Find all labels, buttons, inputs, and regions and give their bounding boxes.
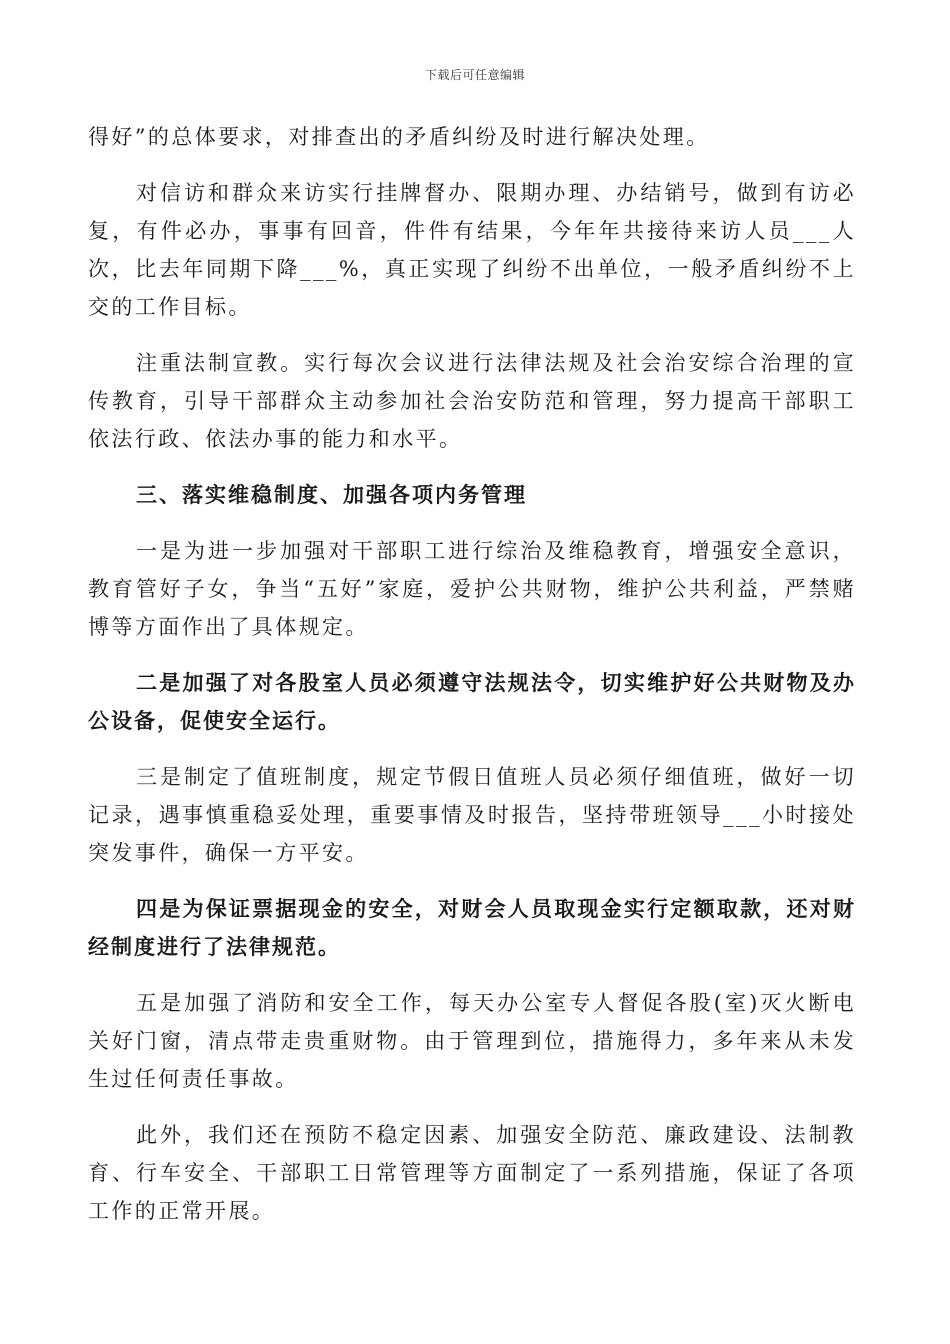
paragraph-item-2: 二是加强了对各股室人员必须遵守法规法令，切实维护好公共财物及办公设备，促使安全运行。: [88, 670, 856, 733]
paragraph-petition-handling: 对信访和群众来访实行挂牌督办、限期办理、办结销号，做到有访必复，有件必办，事事有回音，件件有结果，今年年共接待来访人员___人次，比去年同期下降___%，真正实现了纠纷不出单位，一般矛盾纠纷不上交的工作目标。: [88, 181, 856, 319]
paragraph-legal-education: 注重法制宣教。实行每次会议进行法律法规及社会治安综合治理的宣传教育，引导干部群众主动参加社会治安防范和管理，努力提高干部职工依法行政、依法办事的能力和水平。: [88, 351, 856, 451]
paragraph-continuation: 得好”的总体要求，对排查出的矛盾纠纷及时进行解决处理。: [88, 125, 710, 149]
paragraph-item-3: 三是制定了值班制度，规定节假日值班人员必须仔细值班，做好一切记录，遇事慎重稳妥处理，重要事情及时报告，坚持带班领导___小时接处突发事件，确保一方平安。: [88, 765, 856, 865]
page-header: 下载后可任意编辑: [424, 68, 525, 82]
paragraph-item-4: 四是为保证票据现金的安全，对财会人员取现金实行定额取款，还对财经制度进行了法律规范。: [88, 896, 856, 959]
paragraph-additional-measures: 此外，我们还在预防不稳定因素、加强安全防范、廉政建设、法制教育、行车安全、干部职工日常管理等方面制定了一系列措施，保证了各项工作的正常开展。: [88, 1123, 856, 1223]
section-heading-3: 三、落实维稳制度、加强各项内务管理: [136, 482, 527, 507]
paragraph-item-5: 五是加强了消防和安全工作，每天办公室专人督促各股(室)灭火断电关好门窗，清点带走贵重财物。由于管理到位，措施得力，多年来从未发生过任何责任事故。: [88, 991, 856, 1091]
document-body: [88, 118, 856, 1230]
paragraph-item-1: 一是为进一步加强对干部职工进行综治及维稳教育，增强安全意识，教育管好子女，争当“五好”家庭，爱护公共财物，维护公共利益，严禁赌博等方面作出了具体规定。: [88, 539, 856, 639]
